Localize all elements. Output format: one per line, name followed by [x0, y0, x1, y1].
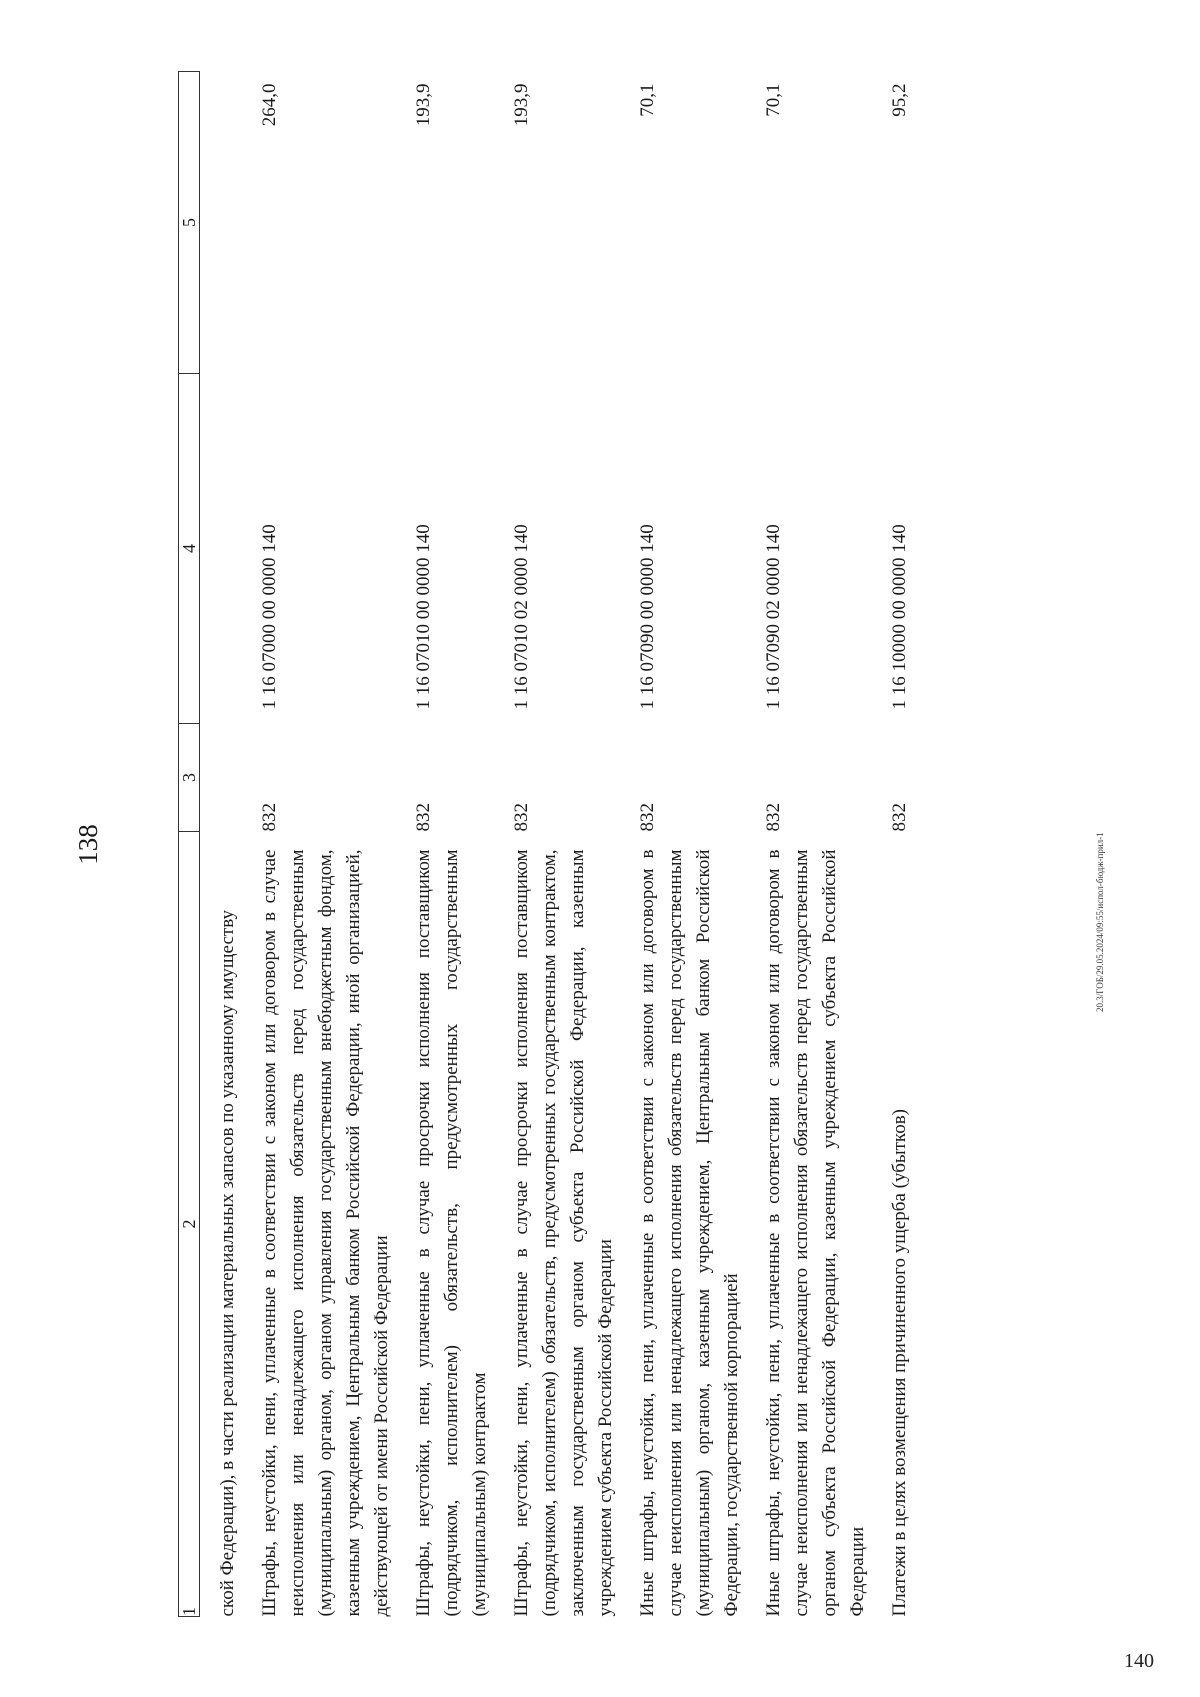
row-budget-code	[200, 374, 243, 724]
column-header-2: 2	[179, 832, 200, 1617]
row-amount: 264,0	[259, 83, 280, 127]
row-admin-code: 832	[763, 803, 784, 832]
row-name: Штрафы, неустойки, пени, уплаченные в случае просрочки исполнения поставщиком (подрядчиком, исполнителем) обязательств, предусмотренных государственным контрактом, заключенным государственным органом субъекта Российской Федерации, казенным учреждением субъекта Российской Федерации	[511, 849, 616, 1617]
row-budget-code: 1 16 07000 00 0000 140	[259, 524, 280, 710]
table-row	[872, 72, 914, 1617]
table-row	[620, 72, 746, 1617]
row-name: Иные штрафы, неустойки, пени, уплаченные в соответствии с законом или договором в случае неисполнения или ненадлежащего исполнения обязательств перед государственным органом субъекта Российской Федерации, казенным учреждением субъекта Российской Федерации	[763, 849, 868, 1617]
row-admin-code	[200, 724, 243, 832]
page-header-number: 138	[73, 824, 103, 865]
row-amount: 193,9	[413, 83, 434, 127]
row-name: Штрафы, неустойки, пени, уплаченные в случае просрочки исполнения поставщиком (подрядчиком, исполнителем) обязательств, предусмотренных государственным (муниципальным) контрактом	[413, 849, 490, 1617]
document-stamp	[1095, 832, 1105, 1022]
row-budget-code: 1 16 07090 00 0000 140	[637, 524, 658, 710]
row-budget-code: 1 16 07010 02 0000 140	[511, 524, 532, 710]
column-header-4: 4	[179, 374, 200, 724]
sheet-number: 140	[1124, 1650, 1154, 1672]
rotated-sheet	[73, 72, 1148, 1617]
table-row	[200, 72, 243, 1617]
stamp-text: 20.3/ГОБ/29.05.2024/09:55/испол-бюдж-прил-1	[1095, 832, 1105, 1012]
row-budget-code: 1 16 07010 00 0000 140	[413, 524, 434, 710]
table-header-row: 1 2 3 4 5	[179, 72, 200, 1617]
table-row	[746, 72, 872, 1617]
row-name: Иные штрафы, неустойки, пени, уплаченные в соответствии с законом или договором в случае неисполнения или ненадлежащего исполнения обязательств перед государственным (муниципальным) органом, казенным учреждением, Центральным банком Российской Федерации, государственной корпорацией	[637, 849, 742, 1617]
row-budget-code: 1 16 07090 02 0000 140	[763, 524, 784, 710]
row-amount: 70,1	[763, 83, 784, 117]
row-admin-code: 832	[889, 803, 910, 832]
row-admin-code: 832	[511, 803, 532, 832]
row-budget-code: 1 16 10000 00 0000 140	[889, 524, 910, 710]
row-name: Штрафы, неустойки, пени, уплаченные в соответствии с законом или договором в случае неисполнения или ненадлежащего исполнения обязательств перед государственным (муниципальным) органом, органом управления государственным внебюджетным фондом, казенным учреждением, Центральным банком Российской Федерации, иной организацией, действующей от имени Российской Федерации	[259, 849, 392, 1617]
row-amount: 70,1	[637, 83, 658, 117]
table-row	[242, 72, 396, 1617]
column-header-3: 3	[179, 724, 200, 832]
row-amount: 193,9	[511, 83, 532, 127]
row-name: ской Федерации), в части реализации материальных запасов по указанному имуществу	[217, 909, 238, 1617]
revenue-table	[178, 71, 914, 1617]
row-amount	[200, 72, 243, 374]
row-admin-code: 832	[413, 803, 434, 832]
table-row	[494, 72, 620, 1617]
column-header-5: 5	[179, 72, 200, 374]
row-amount: 95,2	[889, 83, 910, 117]
row-admin-code: 832	[637, 803, 658, 832]
row-name: Платежи в целях возмещения причиненного ущерба (убытков)	[889, 1109, 910, 1617]
table-row	[396, 72, 494, 1617]
row-admin-code: 832	[259, 803, 280, 832]
